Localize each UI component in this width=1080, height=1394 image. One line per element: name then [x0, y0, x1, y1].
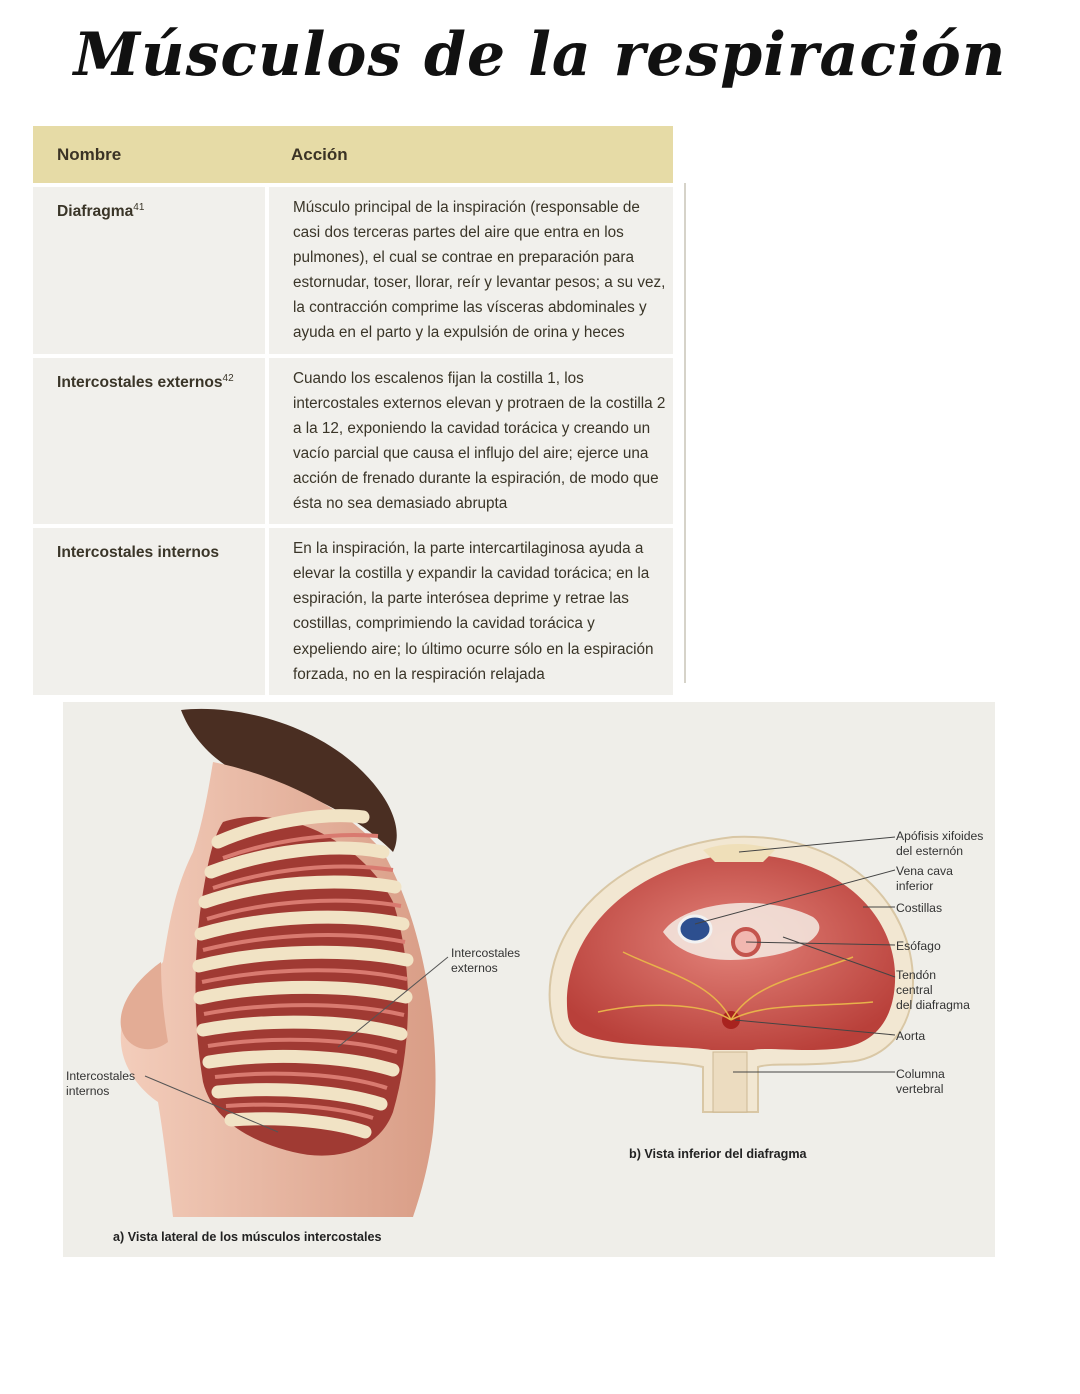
muscle-name: Intercostales internos — [57, 544, 220, 562]
label-central-tendon — [896, 968, 970, 1013]
label-internal-intercostals — [66, 1069, 135, 1099]
label-line: Apófisis xifoides — [896, 829, 984, 843]
label-vena-cava — [896, 864, 953, 894]
header-action: Acción — [267, 126, 673, 185]
label-line: vertebral — [896, 1082, 944, 1096]
muscles-table — [33, 126, 673, 695]
caption-inferior: b) Vista inferior del diafragma — [629, 1147, 807, 1161]
table-edge-divider — [684, 183, 686, 683]
diaphragm-illustration — [550, 837, 913, 1112]
label-ribs: Costillas — [896, 901, 943, 915]
label-line: Vena cava — [896, 864, 953, 878]
breast — [121, 962, 168, 1049]
muscle-name: Intercostales externos — [57, 373, 223, 391]
reference-number: 42 — [222, 372, 234, 384]
row-action-cell: Músculo principal de la inspiración (responsable de casi dos terceras partes del aire que entra en los pulmones), el cual se contrae en preparación para estornudar, toser, llorar, reír y levantar pesos; a su vez, la contracción comprime las vísceras abdominales y ayuda en el parto y la expulsión de orina y heces — [267, 185, 673, 356]
label-aorta: Aorta — [896, 1029, 926, 1043]
table-header-row — [33, 126, 673, 185]
label-line: del esternón — [896, 844, 964, 858]
anatomy-figure — [63, 702, 995, 1257]
label-line: internos — [66, 1084, 110, 1098]
row-action-cell: En la inspiración, la parte intercartilaginosa ayuda a elevar la costilla y expandir la cavidad torácica; en la espiración, la parte interósea deprime y retrae las costillas, comprimiendo la cavidad torácica y expeliendo aire; lo último ocurre sólo en la espiración forzada, no en la respiración relajada — [267, 526, 673, 695]
caption-lateral: a) Vista lateral de los músculos intercostales — [113, 1230, 382, 1244]
label-external-intercostals — [451, 946, 520, 976]
table-row — [33, 356, 673, 527]
vena-cava-opening — [679, 916, 711, 942]
label-line: del diafragma — [896, 998, 970, 1012]
label-line: inferior — [896, 879, 934, 893]
label-line: central — [896, 983, 933, 997]
vertebral-column — [713, 1052, 747, 1112]
label-line: Columna — [896, 1067, 945, 1081]
muscle-name: Diafragma — [57, 203, 134, 221]
label-esophagus: Esófago — [896, 939, 941, 953]
label-vertebral-column — [896, 1067, 945, 1097]
label-line: Tendón — [896, 968, 936, 982]
label-line: Intercostales — [451, 946, 521, 960]
label-xiphoid — [896, 829, 983, 859]
page-title: Músculos de la respiración — [73, 20, 1007, 90]
reference-number: 41 — [133, 202, 145, 213]
table-row — [33, 526, 673, 695]
row-name-cell — [33, 526, 267, 695]
lateral-torso-illustration — [121, 709, 448, 1217]
table-row — [33, 185, 673, 356]
header-name: Nombre — [33, 126, 267, 185]
row-action-cell: Cuando los escalenos fijan la costilla 1, los intercostales externos elevan y protraen de la costilla 2 a la 12, exponiendo la cavidad torácica y creando un vacío parcial que causa el influjo del aire; ejerce una acción de frenado durante la espiración, de modo que ésta no sea demasiado abrupta — [267, 356, 673, 527]
anatomy-illustration — [63, 702, 995, 1257]
label-line: externos — [451, 961, 498, 975]
label-line: Intercostales — [66, 1069, 136, 1083]
row-name-cell — [33, 356, 267, 527]
row-name-cell — [33, 185, 267, 356]
